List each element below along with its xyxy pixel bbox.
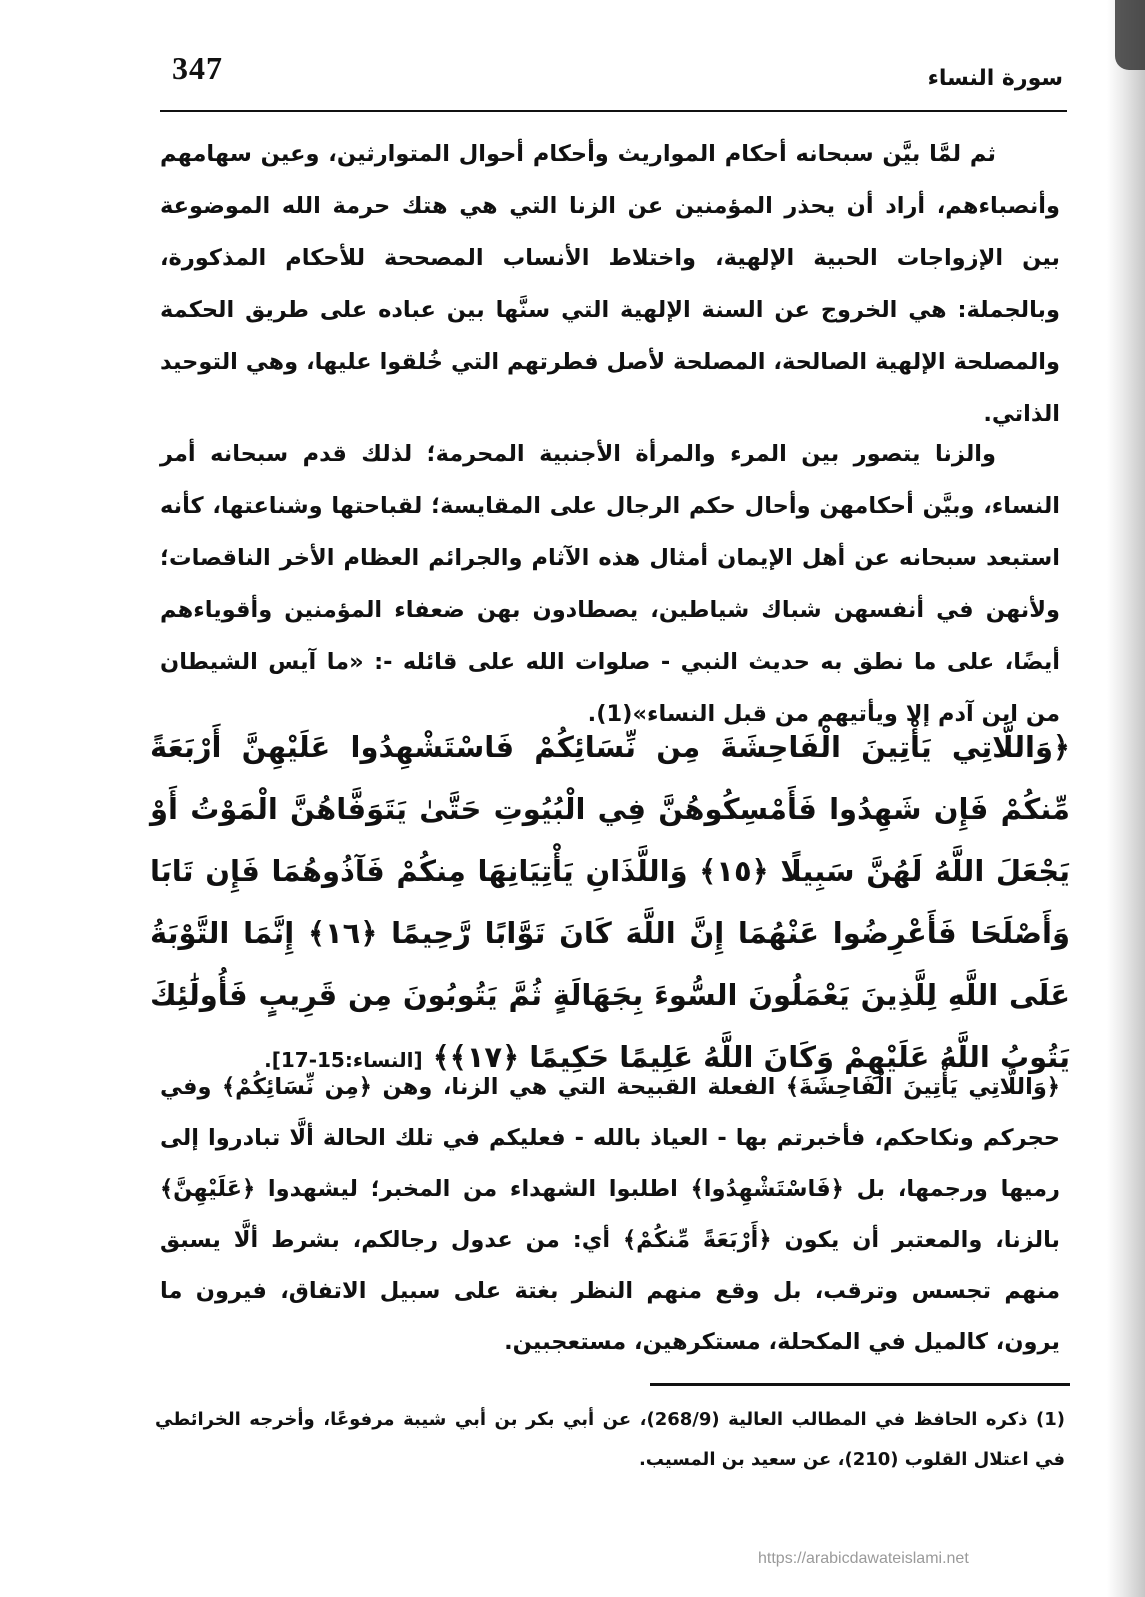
commentary-paragraph-3 bbox=[160, 1062, 1060, 1368]
scan-blot bbox=[1115, 0, 1145, 70]
paragraph-text: ﴿وَاللَّاتِي يَأْتِينَ الْفَاحِشَةَ﴾ الفعلة القبيحة التي هي الزنا، وهن ﴿مِن نِّسَائِكُمْ﴾ وفي حجركم ونكاحكم، فأخبرتم بها - العياذ بالله - فعليكم في تلك الحالة ألَّا تبادروا إلى رميها ورجمها، بل ﴿فَاسْتَشْهِدُوا﴾ اطلبوا الشهداء من المخبر؛ ليشهدوا ﴿عَلَيْهِنَّ﴾ بالزنا، والمعتبر أن يكون ﴿أَرْبَعَةً مِّنكُمْ﴾ أي: من عدول رجالكم، بشرط ألَّا يسبق منهم تجسس وترقب، بل وقع منهم النظر بغتة على سبيل الاتفاق، فيرون ما يرون، كالميل في المكحلة، مستكرهين، مستعجبين. bbox=[160, 1074, 1060, 1355]
verse-reference: [النساء:15-17]. bbox=[264, 1048, 423, 1072]
header-rule bbox=[160, 110, 1067, 112]
watermark-url: https://arabicdawateislami.net bbox=[758, 1550, 969, 1567]
footnote: (1) ذكره الحافظ في المطالب العالية (268/9)، عن أبي بكر بن أبي شيبة مرفوعًا، وأخرجه الخرائطي في اعتلال القلوب (210)، عن سعيد بن المسيب. bbox=[155, 1409, 1065, 1470]
footnote-rule bbox=[650, 1383, 1070, 1386]
verse-text: ﴿وَاللَّاتِي يَأْتِينَ الْفَاحِشَةَ مِن نِّسَائِكُمْ فَاسْتَشْهِدُوا عَلَيْهِنَّ أَرْبَعَةً مِّنكُمْ فَإِن شَهِدُوا فَأَمْسِكُوهُنَّ فِي الْبُيُوتِ حَتَّىٰ يَتَوَفَّاهُنَّ الْمَوْتُ أَوْ يَجْعَلَ اللَّهُ لَهُنَّ سَبِيلًا ﴿١٥﴾ وَاللَّذَانِ يَأْتِيَانِهَا مِنكُمْ فَآذُوهُمَا فَإِن تَابَا وَأَصْلَحَا فَأَعْرِضُوا عَنْهُمَا إِنَّ اللَّهَ كَانَ تَوَّابًا رَّحِيمًا ﴿١٦﴾ إِنَّمَا التَّوْبَةُ عَلَى اللَّهِ لِلَّذِينَ يَعْمَلُونَ السُّوءَ بِجَهَالَةٍ ثُمَّ يَتُوبُونَ مِن قَرِيبٍ فَأُولَٰئِكَ يَتُوبُ اللَّهُ عَلَيْهِمْ وَكَانَ اللَّهُ عَلِيمًا حَكِيمًا ﴿١٧﴾﴾ bbox=[150, 730, 1070, 1074]
quran-verses bbox=[150, 716, 1070, 1091]
commentary-paragraph-2 bbox=[160, 428, 1060, 740]
paragraph-text: ثم لمَّا بيَّن سبحانه أحكام المواريث وأحكام أحوال المتوارثين، وعين سهامهم وأنصباءهم، أراد أن يحذر المؤمنين عن الزنا التي هي هتك حرمة الله الموضوعة بين الإزواجات الحبية الإلهية، واختلاط الأنساب المصححة للأحكام المذكورة، وبالجملة: هي الخروج عن السنة الإلهية التي سنَّها بين عباده على طريق الحكمة والمصلحة الإلهية الصالحة، المصلحة لأصل فطرتهم التي خُلقوا عليها، وهي التوحيد الذاتي. bbox=[160, 141, 1060, 427]
scan-shadow-edge bbox=[1107, 0, 1145, 1597]
running-header-surah: سورة النساء bbox=[927, 66, 1063, 91]
paragraph-text: والزنا يتصور بين المرء والمرأة الأجنبية المحرمة؛ لذلك قدم سبحانه أمر النساء، وبيَّن أحكامهن وأحال حكم الرجال على المقايسة؛ لقباحتها وشناعتها، كأنه استبعد سبحانه عن أهل الإيمان أمثال هذه الآثام والجرائم العظام الأخر الناقصات؛ ولأنهن في أنفسهن شباك شياطين، يصطادون بهن ضعفاء المؤمنين وأقوياءهم أيضًا، على ما نطق به حديث النبي - صلوات الله على قائله -: «ما آيس الشيطان من ابن آدم إلا ويأتيهم من قبل النساء»(1). bbox=[160, 441, 1060, 727]
commentary-paragraph-1 bbox=[160, 128, 1060, 440]
page-number: 347 bbox=[172, 50, 223, 86]
